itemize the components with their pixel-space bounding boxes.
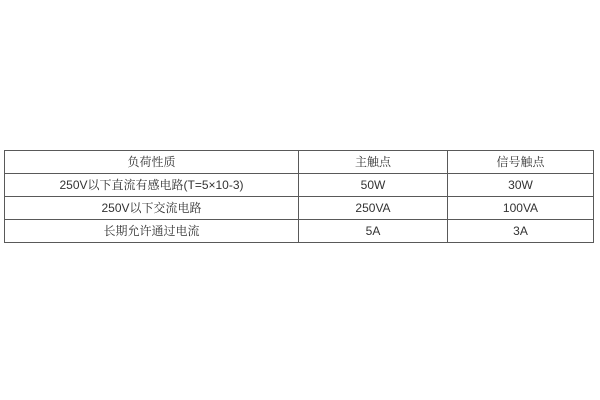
cell-main-contact: 250VA <box>299 197 448 220</box>
cell-main-contact: 5A <box>299 220 448 243</box>
table-row <box>5 174 594 197</box>
table-row <box>5 220 594 243</box>
cell-load-nature: 长期允许通过电流 <box>5 220 299 243</box>
header-main-contact: 主触点 <box>299 151 448 174</box>
load-capacity-table <box>4 150 594 243</box>
header-signal-contact: 信号触点 <box>448 151 594 174</box>
cell-main-contact: 50W <box>299 174 448 197</box>
cell-signal-contact: 3A <box>448 220 594 243</box>
cell-signal-contact: 100VA <box>448 197 594 220</box>
table-header-row <box>5 151 594 174</box>
cell-signal-contact: 30W <box>448 174 594 197</box>
cell-load-nature: 250V以下交流电路 <box>5 197 299 220</box>
table-row <box>5 197 594 220</box>
header-load-nature: 负荷性质 <box>5 151 299 174</box>
cell-load-nature: 250V以下直流有感电路(T=5×10-3) <box>5 174 299 197</box>
